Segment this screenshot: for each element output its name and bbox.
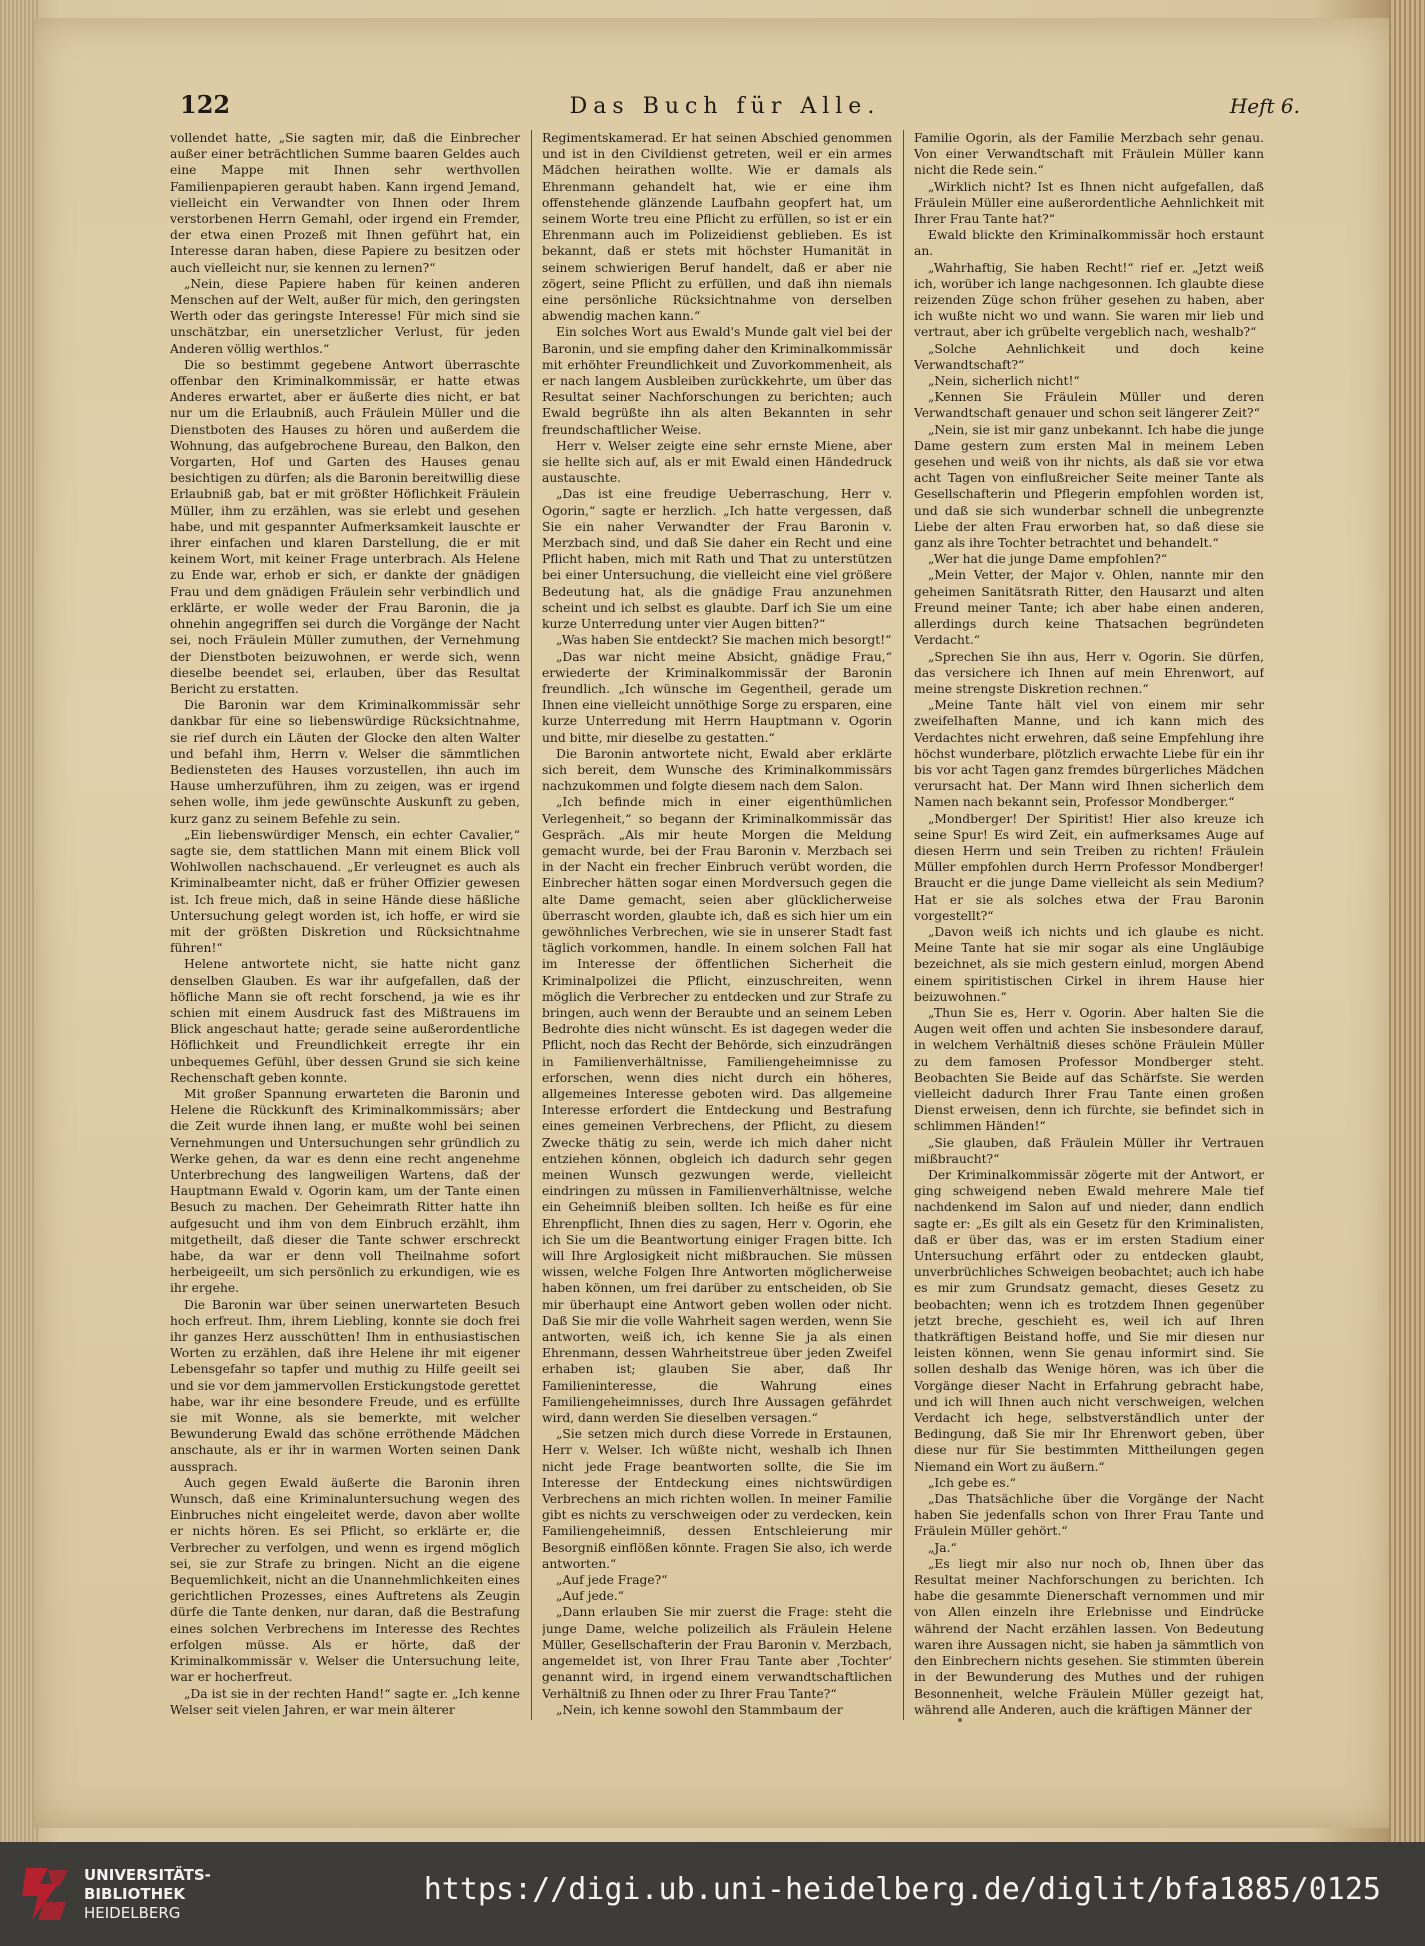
paragraph: „Wer hat die junge Dame empfohlen?“ — [928, 552, 1168, 567]
library-name-line: HEIDELBERG — [84, 1904, 181, 1922]
library-name-line: UNIVERSITÄTS- — [84, 1866, 211, 1884]
paragraph: Die Baronin war über seinen unerwarteten Besuch hoch erfreut. Ihm, ihrem Liebling, konnte sie doch frei ihr ganzes Herz ausschütten! Ihm in enthusiastischen Worten zu erzählen, daß ihre Helene ihr mit eigener Lebensgefahr so tapfer und muthig zu Hilfe geeilt sei und sie vor dem jammervollen Erstickungstode gerettet habe, war ihr eine besondere Freude, und es erfüllte sie mit Wonne, als sie bemerkte, mit welcher Bewunderung Ewald das schöne erröthende Mädchen anschaute, als er ihr in warmen Worten seinen Dank aussprach. — [170, 1297, 520, 1474]
paragraph: „Da ist sie in der rechten Hand!“ sagte er. „Ich kenne Welser seit vielen Jahren, er war mein älterer — [170, 1686, 520, 1717]
permalink-url[interactable]: https://digi.ub.uni-heidelberg.de/diglit/bfa1885/0125 — [423, 1872, 1381, 1907]
paragraph: „Das war nicht meine Absicht, gnädige Frau,“ erwiederte der Kriminalkommissär der Baronin freundlich. „Ich wünsche im Gegentheil, gerade um Ihnen eine vielleicht unnöthige Sorge zu ersparen, eine kurze Unterredung mit Herrn Hauptmann v. Ogorin und bitte, mir dieselbe zu gestatten.“ — [542, 649, 892, 745]
paragraph: Ein solches Wort aus Ewald's Munde galt viel bei der Baronin, und sie empfing daher den Kriminalkommissär mit erhöhter Freundlichkeit und Zuvorkommenheit, als er nach langem Ausbleiben zurückkehrte, um über das Resultat seiner Nachforschungen zu berichten; auch Ewald begrüßte ihn als alten Bekannten in sehr freundschaftlicher Weise. — [542, 325, 892, 437]
paragraph: „Mondberger! Der Spiritist! Hier also kreuze ich seine Spur! Es wird Zeit, ein aufmerksames Auge auf diesen Herrn und sein Treiben zu richten! Fräulein Müller empfohlen durch Herrn Professor Mondberger! Braucht er die junge Dame vielleicht als sein Medium? Hat er sie als solches etwa der Frau Baronin vorgestellt?“ — [914, 811, 1264, 923]
paragraph: „Das Thatsächliche über die Vorgänge der Nacht haben Sie jedenfalls schon von Ihrer Frau Tante und Fräulein Müller gehört.“ — [914, 1492, 1264, 1539]
paragraph: Der Kriminalkommissär zögerte mit der Antwort, er ging schweigend neben Ewald mehrere Male tief nachdenkend im Salon auf und nieder, dann endlich sagte er: „Es gilt als ein Gesetz für den Kriminalisten, daß er über das, was er im ersten Stadium einer Untersuchung erfährt oder zu entdecken glaubt, unverbrüchliches Schweigen beobachtet; auch ich habe es mir zum Grundsatz gemacht, dieses Gesetz zu beobachten; wenn ich es trotzdem Ihnen gegenüber jetzt breche, geschieht es, weil ich auf Ihren thatkräftigen Beistand hoffe, und Sie mir diesen nur leisten können, wenn Sie genau informirt sind. Sie sollen deshalb das Wenige hören, was ich über die Vorgänge dieser Nacht in Erfahrung gebracht habe, und ich will Ihnen auch nicht verschweigen, welchen Verdacht ich hege, selbstverständlich unter der Bedingung, daß Sie mir Ihr Ehrenwort geben, über diese nur für Sie bestimmten Mittheilungen gegen Niemand ein Wort zu äußern.“ — [914, 1168, 1264, 1474]
paragraph: „Kennen Sie Fräulein Müller und deren Verwandtschaft genauer und schon seit längerer Zeit?“ — [914, 390, 1264, 421]
paragraph: „Sprechen Sie ihn aus, Herr v. Ogorin. Sie dürfen, das versichere ich Ihnen auf mein Ehrenwort, auf meine strengste Diskretion rechnen.“ — [914, 649, 1264, 696]
paragraph: „Es liegt mir also nur noch ob, Ihnen über das Resultat meiner Nachforschungen zu berichten. Ich habe die gesammte Dienerschaft vernommen und mir von Allen einzeln ihre Erlebnisse und Eindrücke während der Nacht erzählen lassen. Von Bedeutung waren ihre Aussagen nicht, sie haben ja sämmtlich von den Einbrechern nichts gesehen. Sie stimmten überein in der Bewunderung des Muthes und der ruhigen Besonnenheit, welche Fräulein Müller gezeigt hat, während alle Anderen, auch die kräftigen Männer der — [914, 1556, 1264, 1717]
library-name-line: BIBLIOTHEK — [84, 1885, 185, 1903]
page-header — [150, 90, 1300, 130]
paragraph: „Wahrhaftig, Sie haben Recht!“ rief er. „Jetzt weiß ich, worüber ich lange nachgesonnen. Ich glaubte diese reizenden Züge schon früher gesehen zu haben, aber ich wußte nicht wo und wann. Sie waren mir lieb und vertraut, aber ich grübelte vergeblich nach, weshalb?“ — [914, 260, 1264, 340]
paragraph: „Nein, sicherlich nicht!“ — [928, 374, 1080, 389]
paragraph: Die Baronin war dem Kriminalkommissär sehr dankbar für eine so liebenswürdige Rücksichtnahme, sie rief durch ein Läuten der Glocke den alten Walter und befahl ihm, Herrn v. Welser die sämmtlichen Bediensteten des Hauses vorzustellen, ihn auch im Hause umherzuführen, ihm zu zeigen, was er irgend sehen wolle, ihm jede gewünschte Auskunft zu geben, kurz ganz zu seinem Befehle zu sein. — [170, 698, 520, 826]
paragraph: „Sie setzen mich durch diese Vorrede in Erstaunen, Herr v. Welser. Ich wüßte nicht, weshalb ich Ihnen nicht jede Frage beantworten sollte, die Sie im Interesse der Entdeckung eines nichtswürdigen Verbrechens an mich richten wollen. In meiner Familie gibt es nichts zu verschweigen oder zu verdecken, kein Familiengeheimniß, dessen Entschleierung mir Besorgniß einflößen könnte. Fragen Sie also, ich werde antworten.“ — [542, 1427, 892, 1571]
paragraph: „Wirklich nicht? Ist es Ihnen nicht aufgefallen, daß Fräulein Müller eine außerordentliche Aehnlichkeit mit Ihrer Frau Tante hat?“ — [914, 179, 1264, 227]
paragraph: Mit großer Spannung erwarteten die Baronin und Helene die Rückkunft des Kriminalkommissärs; aber die Zeit wurde ihnen lang, er mußte wohl bei seinen Vernehmungen und Untersuchungen sehr gründlich zu Werke gehen, da war es denn eine recht angenehme Unterbrechung des langweiligen Wartens, daß der Hauptmann Ewald v. Ogorin kam, um der Tante einen Besuch zu machen. Der Geheimrath Ritter hatte ihn aufgesucht und ihm von dem Einbruch erzählt, ihm mitgetheilt, daß dieser die Tante schwer erschreckt habe, da war er denn voll Theilnahme sofort herbeigeeilt, um sich persönlich zu erkundigen, wie es ihr ergehe. — [170, 1086, 520, 1296]
paragraph: Helene antwortete nicht, sie hatte nicht ganz denselben Glauben. Es war ihr aufgefallen, daß der höfliche Mann sie oft recht forschend, ja wie es ihr schien mit einem Ausdruck fast des Mißtrauens im Blick angeschaut hatte; gerade seine außerordentliche Höflichkeit und Freundlichkeit erregte ihr ein unbequemes Gefühl, über dessen Grund sie sich keine Rechenschaft geben konnte. — [170, 957, 520, 1085]
paragraph: Auch gegen Ewald äußerte die Baronin ihren Wunsch, daß eine Kriminaluntersuchung wegen des Einbruches nicht eingeleitet werde, davon aber wollte er nichts hören. Es sei Pflicht, so erklärte er, die Verbrecher zu verfolgen, und wenn es irgend möglich sei, sie zur Strafe zu bringen. Nicht an die eigene Bequemlichkeit, nicht an die Unannehmlichkeiten eines gerichtlichen Prozesses, eines Auftretens als Zeugin dürfe die Tante denken, nur daran, daß die Bestrafung eines solchen Verbrechens im Interesse des Rechtes erfolgen müsse. Als er hörte, daß der Kriminalkommissär v. Welser die Untersuchung leite, war er hocherfreut. — [170, 1475, 520, 1685]
paragraph: „Auf jede.“ — [556, 1589, 625, 1604]
paragraph: „Solche Aehnlichkeit und doch keine Verwandtschaft?“ — [914, 341, 1264, 372]
book-edge-right — [1389, 0, 1425, 1842]
paragraph: Familie Ogorin, als der Familie Merzbach sehr genau. Von einer Verwandtschaft mit Fräulein Müller kann nicht die Rede sein.“ — [914, 131, 1264, 178]
paragraph: „Das ist eine freudige Ueberraschung, Herr v. Ogorin,“ sagte er herzlich. „Ich hatte vergessen, daß Sie ein naher Verwandter der Frau Baronin v. Merzbach sind, und daß Sie daher ein Recht und eine Pflicht haben, mich mit Rath und That zu unterstützen bei einer Untersuchung, die vielleicht eine viel größere Bedeutung hat, als die gnädige Frau anzunehmen scheint und ich selbst es glaubte. Darf ich Sie um eine kurze Unterredung unter vier Augen bitten?“ — [542, 487, 892, 632]
paragraph: Ewald blickte den Kriminalkommissär hoch erstaunt an. — [914, 228, 1264, 259]
paragraph: „Ja.“ — [928, 1540, 957, 1555]
paragraph: „Ich befinde mich in einer eigenthümlichen Verlegenheit,“ so begann der Kriminalkommissär das Gespräch. „Als mir heute Morgen die Meldung gemacht wurde, bei der Frau Baronin v. Merzbach sei in der Nacht ein frecher Einbruch verübt worden, die Einbrecher hätten sogar einen Mordversuch gegen die alte Dame gemacht, seien aber glücklicherweise überrascht worden, glaubte ich, daß es sich hier um ein gewöhnliches Verbrechen, wie sie in unserer Stadt fast täglich vorkommen, handle. In einem solchen Fall hat im Interesse der öffentlichen Sicherheit die Kriminalpolizei die Pflicht, einzuschreiten, wenn möglich die Verbrecher zu entdecken und zur Strafe zu bringen, auch wenn der Beraubte und an seinem Leben Bedrohte dies nicht wünscht. Es ist dagegen weder die Pflicht, noch das Recht der Behörde, sich einzudrängen in Familienverhältnisse, Familiengeheimnisse zu erforschen, wenn dies nicht durch ein höheres, allgemeines Interesse geboten wird. Das allgemeine Interesse erfordert die Entdeckung und Bestrafung eines gemeinen Verbrechens, der Pflicht, zu diesem Zwecke thätig zu sein, werde ich mich daher nicht entziehen können, obgleich ich dadurch sehr gegen meinen Wunsch gezwungen werde, vielleicht eindringen zu müssen in Familienverhältnisse, welche ein Geheimniß bleiben sollten. Ich heiße es für eine Ehrenpflicht, Ihnen dies zu sagen, Herr v. Ogorin, ehe ich Sie um die Beantwortung einiger Fragen bitte. Ich will Ihre Arglosigkeit nicht mißbrauchen. Sie müssen wissen, welche Folgen Ihre Antworten möglicherweise haben können, um frei darüber zu entscheiden, ob Sie mir überhaupt eine Antwort geben wollen oder nicht. Daß Sie mir die volle Wahrheit sagen werden, wenn Sie antworten, weiß ich, ich kenne Sie ja als einen Ehrenmann, dessen Wahrheitstreue über jeden Zweifel erhaben ist; glauben Sie aber, daß Ihr Familieninteresse, die Wahrung eines Familiengeheimnisses, durch Ihre Aussagen gefährdet wird, dann werden Sie dieselben versagen.“ — [542, 795, 892, 1426]
paragraph: „Mein Vetter, der Major v. Ohlen, nannte mir den geheimen Sanitätsrath Ritter, den Hausarzt und alten Freund meiner Tante; ich aber habe einen anderen, allerdings durch keine Thatsachen begründeten Verdacht.“ — [914, 568, 1264, 648]
paragraph: „Thun Sie es, Herr v. Ogorin. Aber halten Sie die Augen weit offen und achten Sie insbesondere darauf, in welchem Verhältniß dieses schöne Fräulein Müller zu dem famosen Professor Mondberger steht. Beobachten Sie Beide auf das Schärfste. Sie werden vielleicht dadurch Ihrer Frau Tante einen großen Dienst erweisen, denn ich fürchte, sie befindet sich in schlimmen Händen!“ — [914, 1005, 1264, 1134]
paragraph: Herr v. Welser zeigte eine sehr ernste Miene, aber sie hellte sich auf, als er mit Ewald einen Händedruck austauschte. — [542, 438, 892, 486]
running-title: Das Buch für Alle. — [569, 94, 881, 119]
page-number: 122 — [180, 90, 231, 119]
column-divider — [903, 130, 904, 1720]
ink-dot — [958, 1718, 962, 1722]
paragraph: vollendet hatte, „Sie sagten mir, daß die Einbrecher außer einer beträchtlichen Summe baaren Geldes auch eine Mappe mit Ihnen sehr werthvollen Familienpapieren geraubt haben. Kann irgend Jemand, vielleicht ein Verwandter von Ihnen oder Ihrem verstorbenen Herrn Gemahl, oder irgend ein Fremder, der etwa einen Prozeß mit Ihnen geführt hat, ein Interesse daran haben, diese Papiere zu besitzen oder auch vielleicht nur, sie kennen zu lernen?“ — [170, 131, 520, 275]
library-name — [84, 1866, 211, 1923]
text-column-2 — [542, 130, 892, 1730]
paragraph: Die so bestimmt gegebene Antwort überraschte offenbar den Kriminalkommissär, er hatte etwas Anderes erwartet, aber er äußerte dies nicht, er bat nur um die Erlaubniß, auch Fräulein Müller und die Dienstboten des Hauses zu hören und außerdem die Wohnung, das aufgebrochene Bureau, den Balkon, den Vorgarten, Hof und Garten des Hauses genau besichtigen zu dürfen; als die Baronin bereitwillig diese Erlaubniß gab, bat er mit größter Höflichkeit Fräulein Müller, ihm zu erzählen, was sie erlebt und gesehen habe, und mit gespannter Aufmerksamkeit lauschte er ihrer einfachen und klaren Darstellung, die er mit keinem Wort, mit keiner Frage unterbrach. Als Helene zu Ende war, erhob er sich, er dankte der gnädigen Frau und dem gnädigen Fräulein sehr verbindlich und erklärte, er wolle weder der Frau Baronin, die ja ohnehin angegriffen sei durch die Vorgänge der Nacht sei, noch Fräulein Müller zumuthen, der Vernehmung der Dienstboten beizuwohnen, er werde sich, wenn dieselbe beendet sei, erlauben, über das Resultat Bericht zu erstatten. — [170, 357, 520, 696]
viewer-footer — [0, 1842, 1425, 1946]
paragraph: „Auf jede Frage?“ — [556, 1573, 668, 1588]
column-divider — [531, 130, 532, 1720]
paragraph: „Nein, sie ist mir ganz unbekannt. Ich habe die junge Dame gestern zum ersten Mal in meinem Leben gesehen und weiß von ihr nichts, als daß sie vor etwa acht Tagen von einflußreicher Seite meiner Tante als Gesellschafterin und Pflegerin empfohlen worden ist, und daß sie sich wunderbar schnell die unbegrenzte Liebe der alten Frau erworben hat, so daß diese sie ganz als ihre Tochter betrachtet und behandelt.“ — [914, 422, 1264, 551]
paragraph: „Was haben Sie entdeckt? Sie machen mich besorgt!“ — [556, 633, 892, 648]
paragraph: „Ich gebe es.“ — [928, 1475, 1016, 1490]
paragraph: Regimentskamerad. Er hat seinen Abschied genommen und ist in den Civildienst getreten, weil er ein armes Mädchen heirathen wollte. Wie er damals als Ehrenmann gehandelt hat, wie er eine ihm offenstehende glänzende Laufbahn geopfert hat, um seinem Worte treu eine Pflicht zu erfüllen, so ist er ein Ehrenmann auch im Polizeidienst geblieben. Es ist bekannt, daß er stets mit höchster Humanität in seinem schwierigen Beruf handelt, daß er aber nie zögert, seine Pflicht zu erfüllen, und daß ihn niemals eine persönliche Rücksichtnahme von derselben abwendig machen kann.“ — [542, 131, 892, 324]
paragraph: „Ein liebenswürdiger Mensch, ein echter Cavalier,“ sagte sie, dem stattlichen Mann mit einem Blick voll Wohlwollen nachschauend. „Er verleugnet es auch als Kriminalbeamter nicht, daß er früher Offizier gewesen ist. Ich freue mich, daß in seine Hände diese häßliche Untersuchung gelegt worden ist, ich hoffe, er wird sie mit der größten Diskretion und Rücksichtnahme führen!“ — [170, 827, 520, 956]
university-library-logo-icon — [18, 1862, 72, 1926]
paragraph: „Nein, ich kenne sowohl den Stammbaum der — [556, 1702, 843, 1717]
text-columns — [170, 130, 1280, 1730]
paragraph: „Dann erlauben Sie mir zuerst die Frage: steht die junge Dame, welche polizeilich als Fräulein Helene Müller, Gesellschafterin der Frau Baronin v. Merzbach, angemeldet ist, von Ihrer Frau Tante aber ‚Tochter‘ genannt wird, in irgend einem verwandtschaftlichen Verhältniß zu Ihnen oder zu Ihrer Frau Tante?“ — [542, 1605, 892, 1701]
paragraph: „Sie glauben, daß Fräulein Müller ihr Vertrauen mißbraucht?“ — [914, 1135, 1264, 1166]
issue-label: Heft 6. — [1229, 94, 1300, 118]
paragraph: „Davon weiß ich nichts und ich glaube es nicht. Meine Tante hat sie mir sogar als eine Ungläubige bezeichnet, als sie mich gestern einlud, morgen Abend einem spiritistischen Cirkel in ihrem Hause hier beizuwohnen.“ — [914, 924, 1264, 1004]
text-column-3 — [914, 130, 1264, 1730]
paragraph: „Meine Tante hält viel von einem mir sehr zweifelhaften Manne, und ich kann mich des Verdachtes nicht erwehren, daß seine Empfehlung ihre höchst wunderbare, plötzlich erwachte Liebe für ein ihr bis vor acht Tagen ganz fremdes bürgerliches Mädchen verursacht hat. Der Mann wird Ihnen sicherlich dem Namen nach bekannt sein, Professor Mondberger.“ — [914, 698, 1264, 810]
paragraph: Die Baronin antwortete nicht, Ewald aber erklärte sich bereit, dem Wunsche des Kriminalkommissärs nachzukommen und folgte diesem nach dem Salon. — [542, 746, 892, 794]
paragraph: „Nein, diese Papiere haben für keinen anderen Menschen auf der Welt, außer für mich, den geringsten Werth oder das geringste Interesse! Für mich sind sie unschätzbar, ein unersetzlicher Verlust, für jeden Anderen völlig werthlos.“ — [170, 276, 520, 356]
text-column-1 — [170, 130, 520, 1730]
